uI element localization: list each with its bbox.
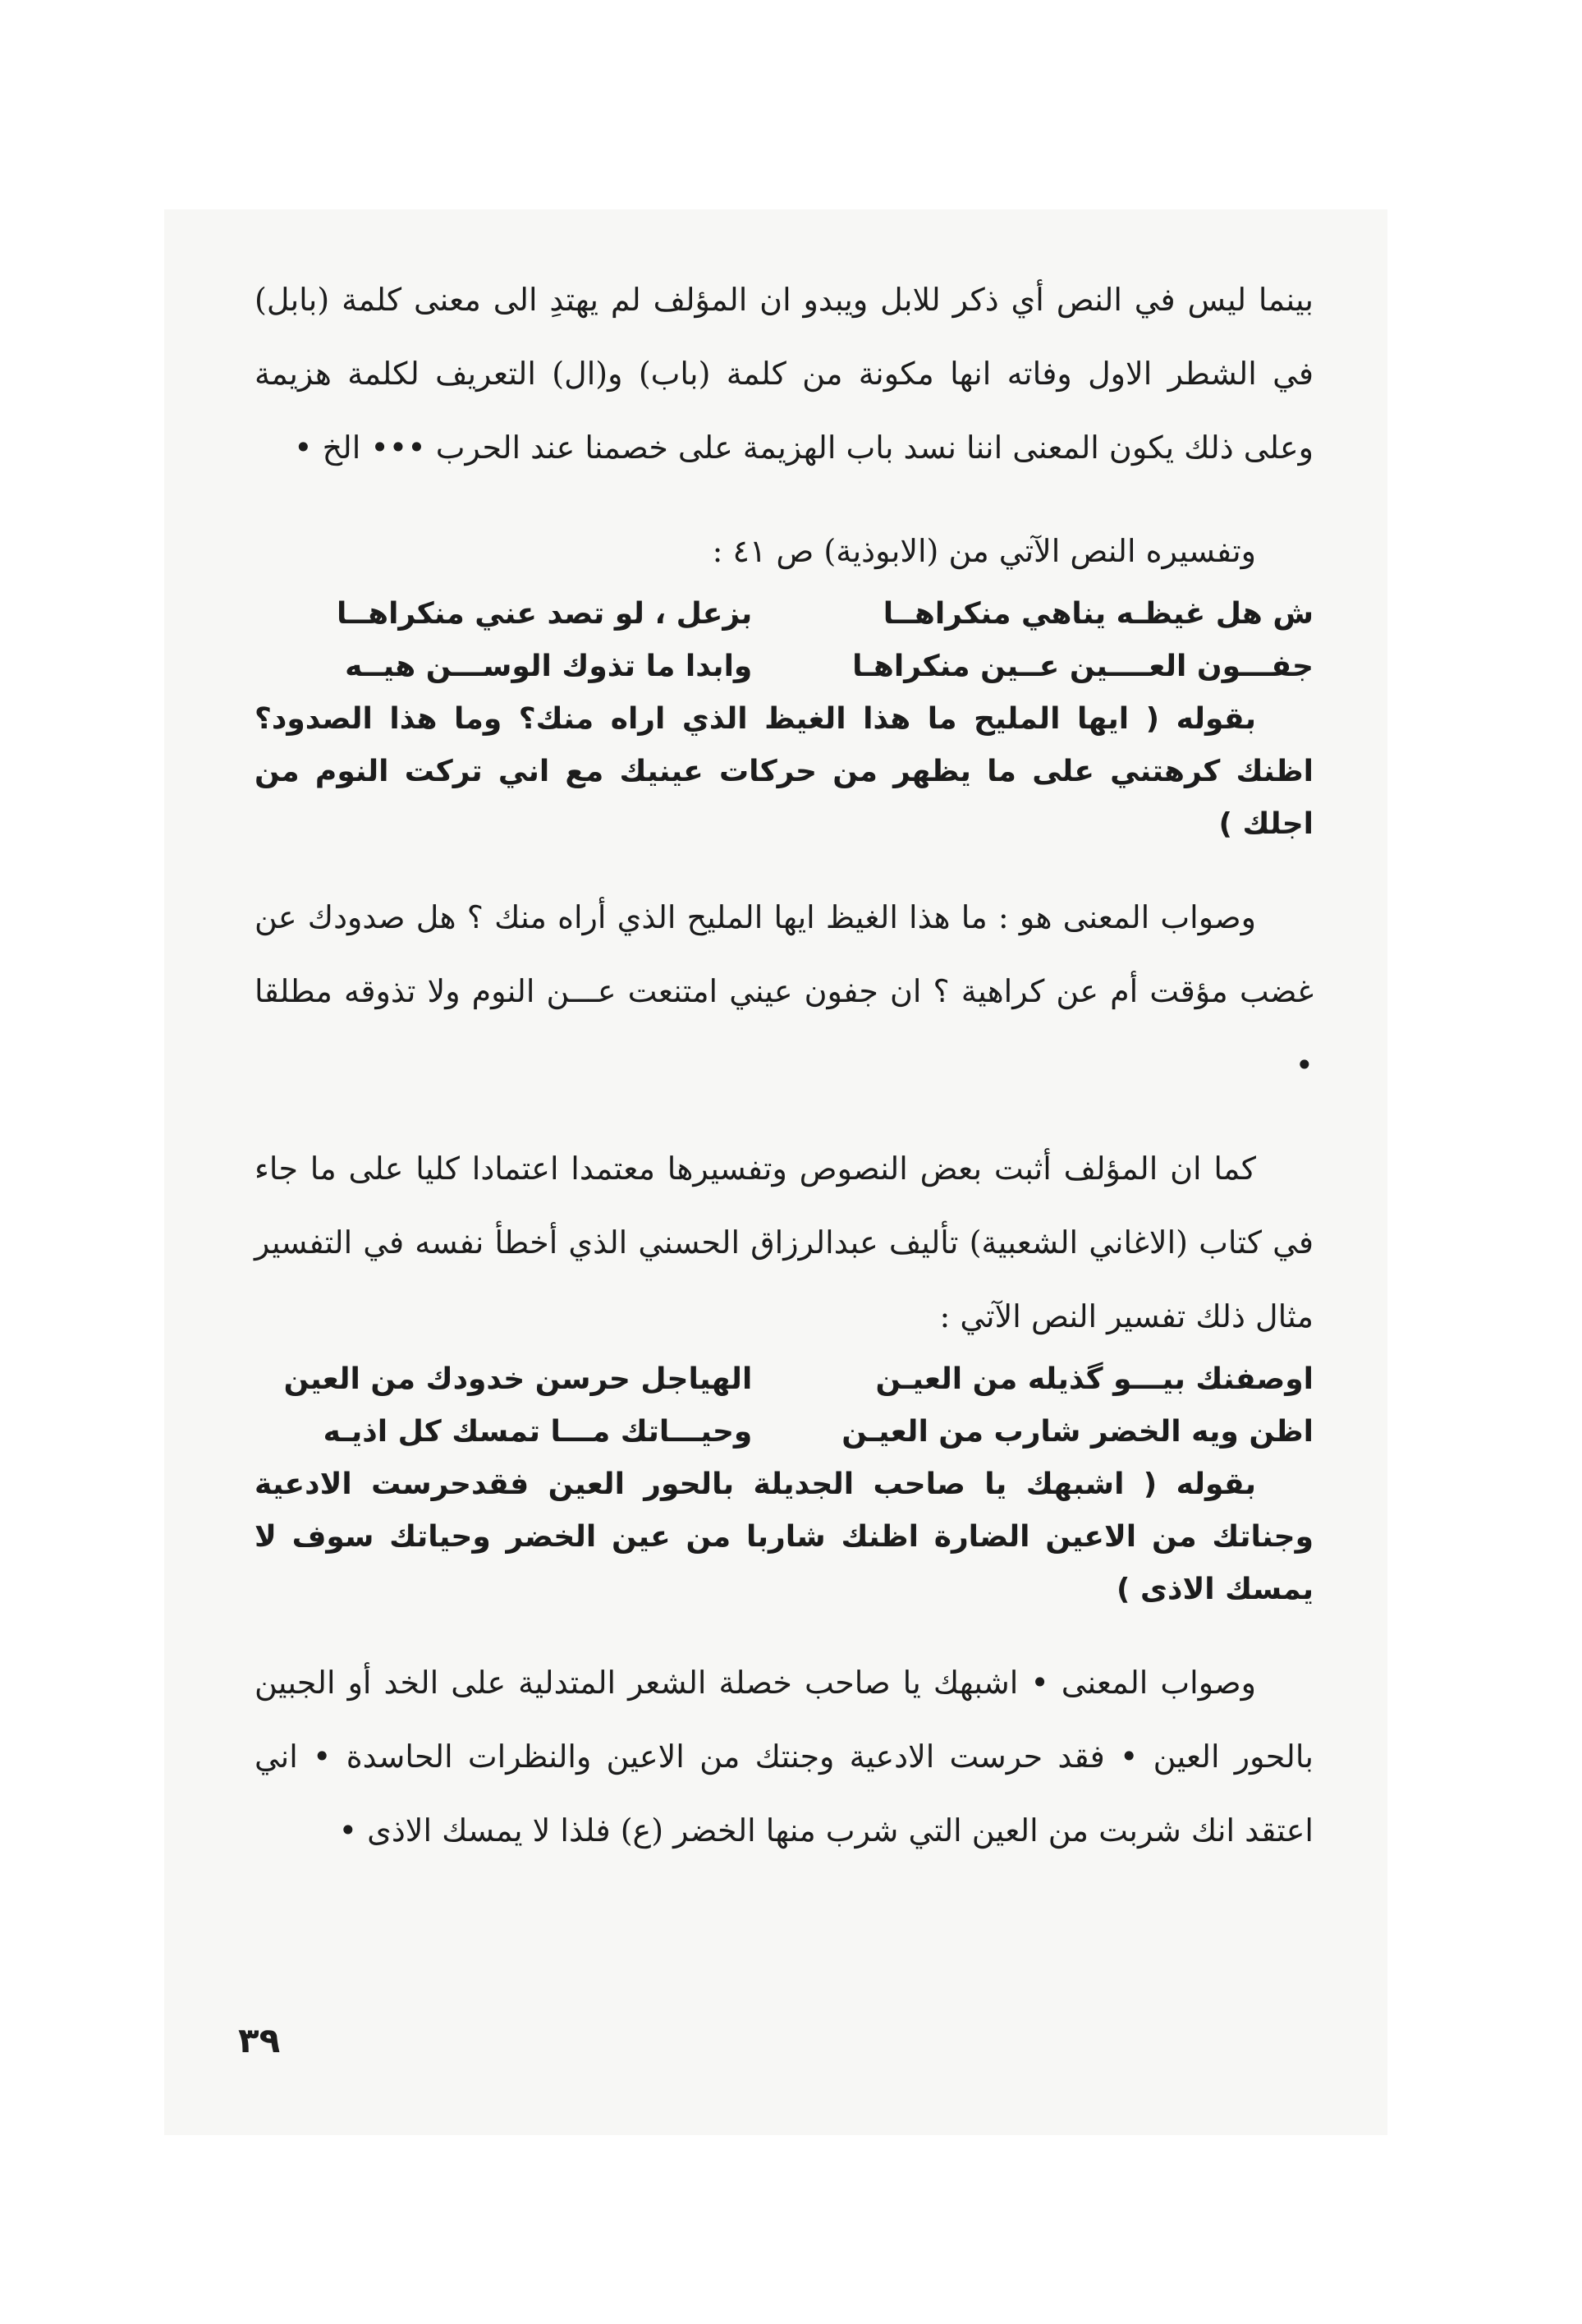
verse-hemistich: الهياجل حرسن خدودك من العين — [283, 1362, 753, 1396]
verse-line — [254, 1406, 1314, 1458]
verse-hemistich: بزعل ، لو تصد عني منكراهــا — [336, 597, 753, 631]
paragraph-1: بينما ليس في النص أي ذكر للابل ويبدو ان المؤلف لم يهتدِ الى معنى كلمة (بابل) في الشطر الاول وفاته انها مكونة من كلمة (باب) و(ال) التعريف لكلمة هزيمة وعلى ذلك يكون المعنى اننا نسد باب الهزيمة على خصمنا عند الحرب ••• الخ • — [254, 282, 1314, 466]
verse-block-2 — [254, 1353, 1314, 1458]
page-number: ٣٩ — [238, 2020, 281, 2060]
verse-block-1 — [254, 588, 1314, 693]
verse-line — [254, 641, 1314, 693]
paragraph-2: وتفسيره النص الآتي من (الابوذية) ص ٤١ : — [712, 533, 1256, 569]
paragraph-3: بقوله ( ايها المليح ما هذا الغيظ الذي اراه منك؟ وما هذا الصدود؟ اظنك كرهتني على ما يظهر من حركات عينيك مع اني تركت النوم من اجلك ) — [254, 702, 1314, 841]
page-body — [254, 263, 1314, 1867]
verse-line — [254, 588, 1314, 641]
verse-hemistich: اظن ويه الخضر شارب من العيـن — [841, 1415, 1314, 1449]
paragraph-5: كما ان المؤلف أثبت بعض النصوص وتفسيرها معتمدا اعتمادا كليا على ما جاء في كتاب (الاغاني الشعبية) تأليف عبدالرزاق الحسني الذي أخطأ نفسه في التفسير مثال ذلك تفسير النص الآتي : — [254, 1151, 1314, 1334]
verse-hemistich: ش هل غيظـه يناهي منكراهــا — [883, 597, 1314, 631]
verse-hemistich: وابدا ما تذوك الوســـن هيــه — [345, 650, 753, 683]
verse-hemistich: جفـــون العــــين عــين منكراهـا — [852, 650, 1314, 683]
paragraph-6: بقوله ( اشبهك يا صاحب الجديلة بالحور العين فقدحرست الادعية وجناتك من الاعين الضارة اظنك شاربا من عين الخضر وحياتك سوف لا يمسك الاذى ) — [254, 1467, 1314, 1606]
paragraph-4: وصواب المعنى هو : ما هذا الغيظ ايها المليح الذي أراه منك ؟ هل صدودك عن غضب مؤقت أم عن كراهية ؟ ان جفون عيني امتنعت عـــن النوم ولا تذوقه مطلقا • — [254, 899, 1314, 1083]
verse-hemistich: وحيـــاتك مـــا تمسك كل اذيـه — [323, 1415, 753, 1449]
verse-line — [254, 1353, 1314, 1406]
verse-hemistich: اوصفنك بيـــو گذيله من العيـن — [875, 1362, 1314, 1396]
paragraph-7: وصواب المعنى • اشبهك يا صاحب خصلة الشعر المتدلية على الخد أو الجبين بالحور العين • فقد حرست الادعية وجنتك من الاعين والنظرات الحاسدة • اني اعتقد انك شربت من العين التي شرب منها الخضر (ع) فلذا لا يمسك الاذى • — [254, 1665, 1314, 1849]
